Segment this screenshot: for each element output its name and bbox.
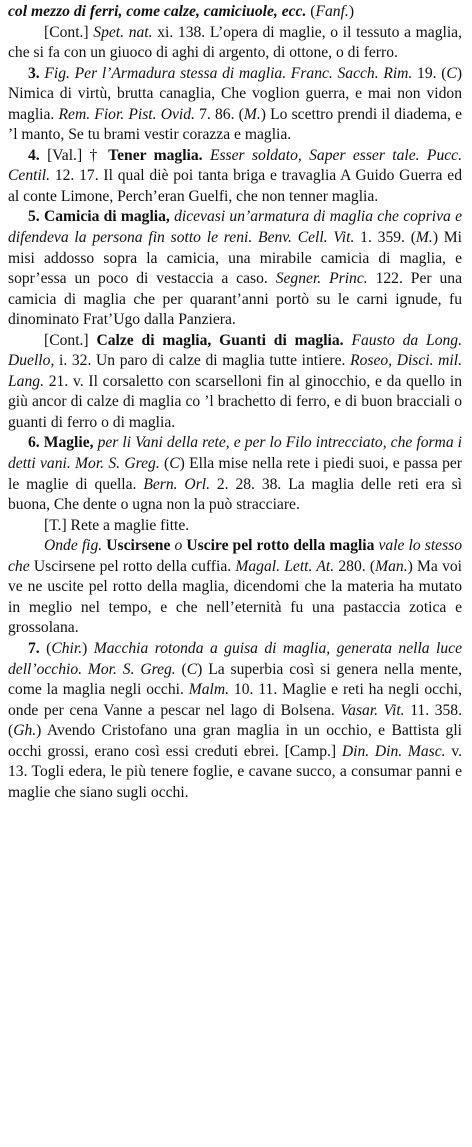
text-run: Rem. Fior. Pist. Ovid. <box>58 105 195 123</box>
text-run: 2. 28. 38. La maglia delle reti era sì buona, Che dente o ugna non la può stracciare. <box>8 475 462 514</box>
text-run: 10. 11. Maglie e reti ha negli occhi, onde per cena Vanne a pescar nel lago di Bolsena. <box>8 681 463 719</box>
text-run: Spet. nat. <box>93 23 153 41</box>
para-sense-7 <box>8 639 462 803</box>
text-run: Uscirsene <box>106 537 171 555</box>
text-run: i. 32. Un paro di calze di maglia tutte intiere. <box>54 352 351 370</box>
text-run: dicevasi un’armatura di maglia che copriva e difendeva la persona fin sotto le reni. Benv. Cell. Vit. <box>8 208 462 247</box>
text-run: Uscirsene pel rotto della cuffia. <box>29 557 236 575</box>
text-run: 19. ( <box>412 64 447 82</box>
para-onde-fig <box>8 536 462 639</box>
text-run: 5. <box>28 208 44 226</box>
text-run: [Val.] † <box>47 146 109 164</box>
text-run: Onde fig. <box>44 537 103 555</box>
text-run: ) Lo scettro prendi il diadema, e ’l manto, Se tu brami vestir corazza e maglia. <box>8 105 463 144</box>
text-run: Fausto da Long. Duello, <box>8 331 462 370</box>
text-run: ) <box>348 3 355 20</box>
text-run: Bern. Orl. <box>143 475 210 493</box>
text-run: 7. 86. ( <box>194 105 244 123</box>
text-run: ) <box>82 639 94 657</box>
para-continuation <box>8 2 462 23</box>
text-run: Calze di maglia, Guanti di maglia. <box>96 331 344 349</box>
para-cont-spet-nat <box>8 23 462 64</box>
text-run: ( <box>175 660 187 678</box>
text-run: Man. <box>375 557 408 575</box>
text-run: o <box>170 537 187 555</box>
text-run: Esser soldato, Saper esser tale. Pucc. Centil. <box>8 146 462 185</box>
text-run: Vasar. Vit. <box>340 701 405 719</box>
text-run: ) Avendo Cristofano una gran maglia in un occhio, e Battista gli occhi grossi, erano così essi creduti ebrei. [Camp.] <box>8 722 462 760</box>
text-run: ( <box>159 455 170 473</box>
para-sense-4 <box>8 146 462 208</box>
text-run: Din. Din. Masc. <box>341 742 446 760</box>
text-run: ) Mi misi addosso sopra la camicia, una mirabile camicia di maglia, e sopr’essa un poco di vestaccia a caso. <box>8 229 462 288</box>
text-run: ) Ma voi ve ne uscite pel rotto della maglia, dicendomi che la materia ha mutato in meglio nel tempo, e che nell’eternità fu una pastaccia zotica e grossolana. <box>8 557 463 637</box>
text-run: 12. 17. Il qual diè poi tanta briga e travaglia A Guido Guerra ed al conte Limone, Perch’eran Guelfi, che non tenner maglia. <box>8 167 462 205</box>
text-run: Roseo, Disci. mil. Lang. <box>8 352 462 390</box>
text-run: Magal. Lett. At. <box>235 557 335 575</box>
text-run: Gh. <box>13 722 37 740</box>
text-run: Uscire pel rotto della maglia <box>186 537 375 555</box>
text-run: Fig. Per l’Armadura stessa di maglia. Franc. Sacch. Rim. <box>44 64 413 82</box>
text-run: Tener maglia. <box>108 146 203 164</box>
text-run: [Cont.] <box>44 331 97 349</box>
text-run: vale lo stesso che <box>8 537 463 575</box>
para-sense-6 <box>8 433 462 515</box>
text-run: ( <box>306 3 316 20</box>
text-run: per li Vani della rete, e per lo Filo intrecciato, che forma i detti vani. Mor. S. Greg. <box>8 434 462 473</box>
text-run: C <box>186 660 198 678</box>
text-run: col mezzo di ferri, come calze, camiciuole, ecc. <box>8 3 307 20</box>
text-run: [Cont.] <box>44 23 94 41</box>
text-run <box>203 147 210 164</box>
para-cont-calze <box>8 331 462 434</box>
para-sense-3 <box>8 64 462 146</box>
text-run: 122. Per una camicia di maglia che per quarant’anni portò su le carni ignude, fu dinominato Frat’Ugo dalla Panziera. <box>8 270 462 329</box>
text-run: M. <box>415 229 433 247</box>
text-run: ( <box>46 639 52 657</box>
text-run: 3. <box>28 64 45 82</box>
text-run: 7. <box>28 639 47 657</box>
text-run: C <box>446 64 457 82</box>
text-run: xi. 138. L’opera di maglie, o il tessuto a maglia, che si fa con un giuoco di aghi di argento, di ottone, o di ferro. <box>8 23 462 62</box>
text-run: C <box>169 455 180 473</box>
text-run: ) Nimica di virtù, brutta canaglia, Che voglion guerra, e mai non vidon maglia. <box>8 64 463 123</box>
text-run: 280. ( <box>334 557 376 575</box>
text-run: 11. 358. ( <box>8 701 462 740</box>
text-run: [T.] Rete a maglie fitte. <box>44 516 190 534</box>
text-run: ) Ella mise nella rete i piedi suoi, e passa per le maglie di quella. <box>8 455 462 493</box>
text-run: 4. <box>28 146 48 164</box>
para-sense-5 <box>8 207 462 330</box>
text-run: M. <box>243 105 261 123</box>
text-run: Camicia di maglia, <box>43 208 170 226</box>
text-run: Segner. Princ. <box>275 270 368 288</box>
text-run: Maglie, <box>43 434 94 452</box>
text-run: 1. 359. ( <box>354 229 416 247</box>
text-run: ) La superbia così si genera nella mente, come la maglia negli occhi. <box>8 660 463 699</box>
text-run: 21. v. Il corsaletto con scarselloni fin al ginocchio, e da quello in giù ancor di calze di maglia co ’l brachetto di ferro, e di buon bracciali o guanti di ferro o di maglia. <box>8 372 462 431</box>
text-run: 6. <box>28 434 44 452</box>
text-run: Chir. <box>51 639 83 657</box>
text-run: Fanf. <box>315 3 349 20</box>
para-t-rete <box>8 516 462 537</box>
text-run: v. 13. Togli edera, le più tenere foglie, e cavane succo, a consumar panni e maglie che siano sugli occhi. <box>8 742 462 801</box>
text-run: Malm. <box>188 681 230 699</box>
text-run: Macchia rotonda a guisa di maglia, generata nella luce dell’occhio. Mor. S. Greg. <box>8 639 462 678</box>
